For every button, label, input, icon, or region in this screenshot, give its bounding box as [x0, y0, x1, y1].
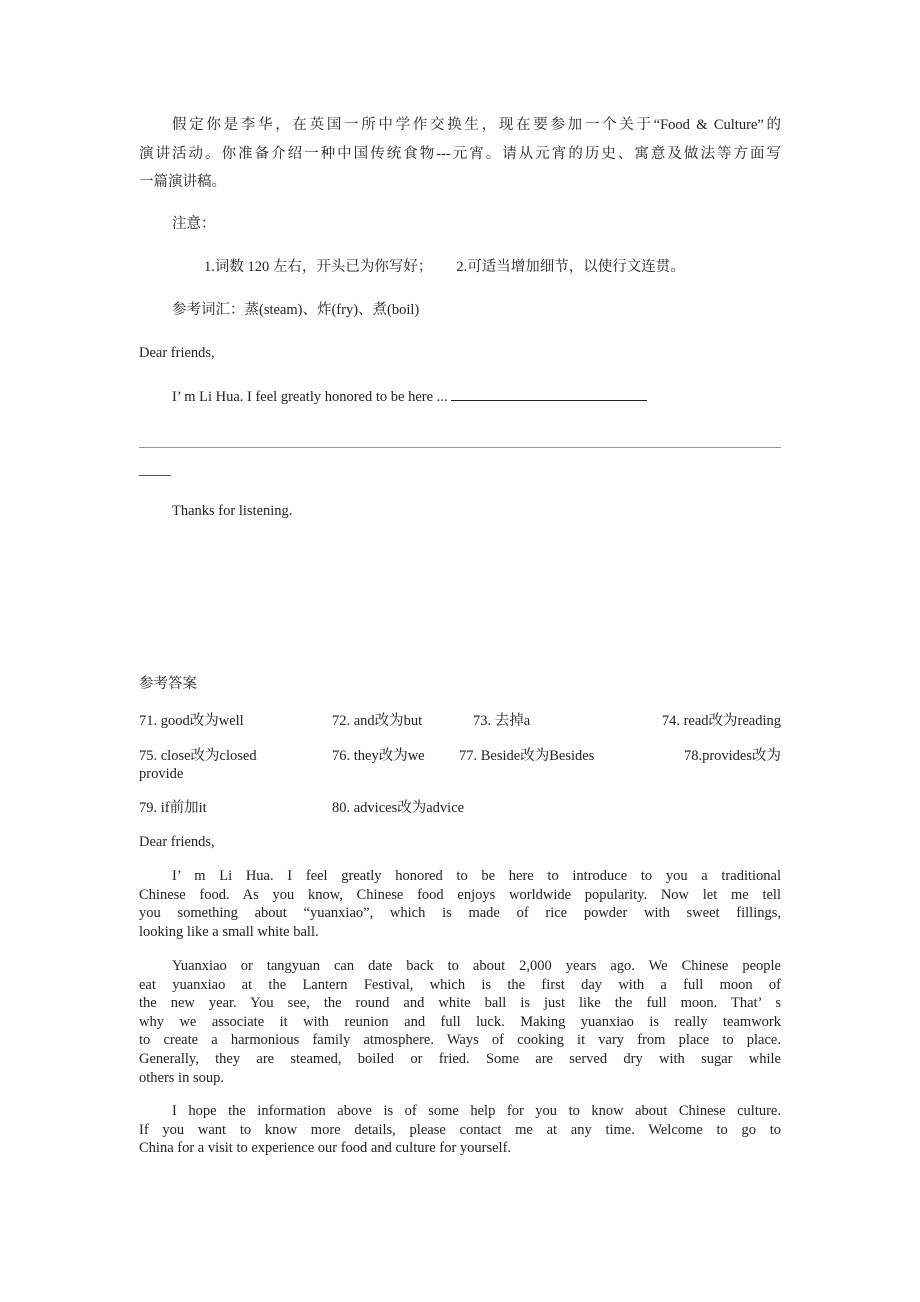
note-items [204, 253, 781, 282]
opening-line [139, 383, 781, 412]
answer-item: 75. close改为closed [139, 748, 257, 764]
answer-row [139, 746, 781, 766]
vocab-hint: 参考词汇：蒸(steam)、炸(fry)、煮(boil) [172, 302, 420, 318]
text-line: If you want to know more details, please contact me at any time. Welcome to go to [139, 1121, 781, 1138]
greeting: Dear friends, [139, 345, 215, 361]
sample-paragraph-1 [139, 867, 781, 941]
answer-line[interactable] [139, 447, 781, 448]
answer-item: 78.provides改为 [683, 748, 781, 764]
opening-text: I’ m Li Hua. I feel greatly honored to be here ... [172, 389, 448, 405]
note-1: 1.词数 120 左右，开头已为你写好； [204, 259, 433, 275]
text-line: Yuanxiao or tangyuan can date back to about 2,000 years ago. We Chinese people [172, 958, 781, 974]
text-line: Generally, they are steamed, boiled or fried. Some are served dry with sugar while [139, 1050, 781, 1067]
answer-item: 72. and改为but [332, 713, 423, 729]
text-line: looking like a small white ball. [139, 923, 319, 940]
sample-paragraph-2 [139, 957, 781, 1087]
answer-item: 74. read改为reading [661, 713, 781, 729]
answer-row [139, 798, 781, 818]
prompt-line: 演讲活动。你准备介绍一种中国传统食物---元宵。请从元宵的历史、寓意及做法等方面写 [139, 145, 781, 162]
answers-heading: 参考答案 [139, 676, 197, 692]
text-line: eat yuanxiao at the Lantern Festival, which is the first day with a full moon of [139, 976, 781, 993]
answer-item: 71. good改为well [139, 713, 244, 729]
answer-item: 79. if前加it [139, 800, 207, 816]
text-line: Chinese food. As you know, Chinese food enjoys worldwide popularity. Now let me tell [139, 886, 781, 903]
text-line: I hope the information above is of some help for you to know about Chinese culture. [172, 1103, 781, 1119]
answer-item: 80. advices改为advice [332, 800, 465, 816]
answer-item: 73. 去掉a [473, 713, 531, 729]
text-line: to create a harmonious family atmosphere. Ways of cooking it vary from place to place. [139, 1032, 781, 1049]
note-2: 2.可适当增加细节，以使行文连贯。 [456, 259, 685, 275]
closing-line: Thanks for listening. [172, 503, 293, 519]
sample-greeting: Dear friends, [139, 834, 215, 850]
text-line: others in soup. [139, 1069, 224, 1086]
answer-item: provide [139, 766, 184, 782]
answer-blank[interactable] [451, 386, 647, 401]
text-line: why we associate it with reunion and full luck. Making yuanxiao is really teamwork [139, 1013, 781, 1030]
answer-item: 76. they改为we [332, 748, 425, 764]
answer-item: 77. Beside改为Besides [459, 748, 595, 764]
text-line: the new year. You see, the round and white ball is just like the full moon. That’ s [139, 995, 781, 1012]
note-label: 注意： [172, 216, 216, 232]
prompt-line: 假定你是李华，在英国一所中学作交换生，现在要参加一个关于“Food & Culture”的 [172, 117, 781, 133]
answer-row [139, 711, 781, 731]
text-line: I’ m Li Hua. I feel greatly honored to be here to introduce to you a traditional [172, 868, 781, 884]
prompt-line: 一篇演讲稿。 [139, 174, 226, 190]
task-prompt [139, 111, 781, 197]
text-line: China for a visit to experience our food and culture for yourself. [139, 1140, 512, 1157]
text-line: you something about “yuanxiao”, which is made of rice powder with sweet fillings, [139, 905, 781, 922]
answer-line-end[interactable] [139, 475, 171, 476]
sample-paragraph-3 [139, 1102, 781, 1158]
